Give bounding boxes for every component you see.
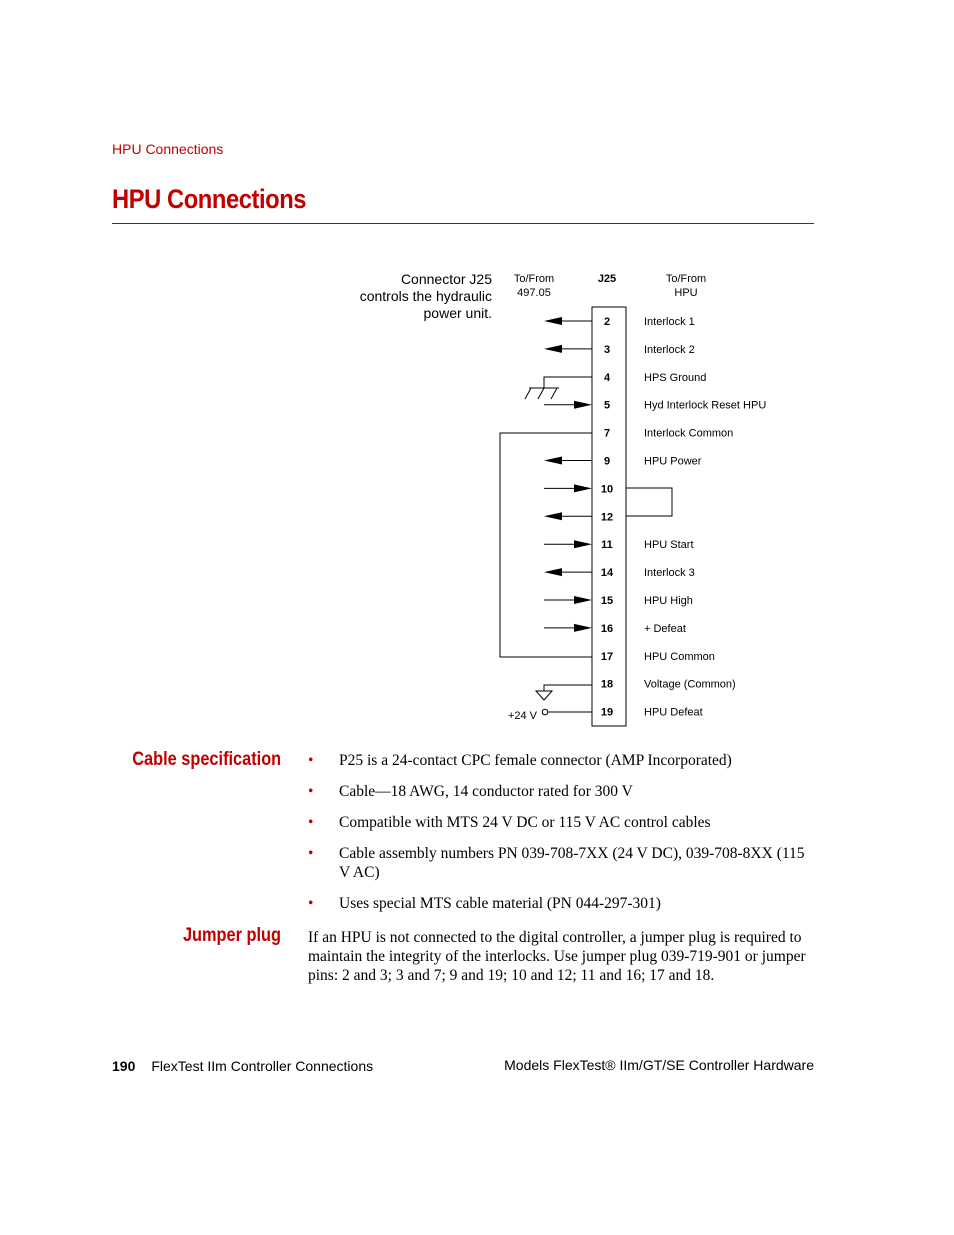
col-left-label-1: To/From: [513, 273, 555, 285]
pin-label: HPU Common: [644, 650, 715, 663]
figure-caption: Connector J25 controls the hydraulic power unit.: [359, 271, 492, 321]
arrow-left-icon: [544, 345, 562, 353]
pin-label: HPU Start: [644, 539, 694, 552]
pin-number: 4: [603, 371, 611, 384]
pin-number: 16: [600, 622, 614, 635]
page-number: 190: [112, 1058, 136, 1074]
terminal-icon: [542, 709, 548, 715]
pin-number: 17: [600, 650, 614, 663]
cable-spec-list: [308, 751, 818, 925]
list-item-text: Cable—18 AWG, 14 conductor rated for 300 V: [339, 783, 633, 800]
pin-number: 18: [600, 678, 614, 691]
col-center-label: J25: [597, 273, 617, 285]
list-item-text: Cable assembly numbers PN 039-708-7XX (24 V DC), 039-708-8XX (115 V AC): [339, 845, 805, 881]
page-title: HPU Connections: [112, 184, 307, 214]
list-item-text: Compatible with MTS 24 V DC or 115 V AC control cables: [339, 814, 711, 831]
pin-number: 5: [603, 399, 611, 412]
pin-label: HPS Ground: [644, 371, 707, 384]
list-item: [308, 894, 818, 913]
pin-label: + Defeat: [644, 622, 686, 635]
pin-label: HPU Power: [644, 455, 702, 468]
arrow-left-icon: [544, 457, 562, 465]
pin-label: Interlock 2: [644, 343, 695, 356]
list-item-text: Uses special MTS cable material (PN 044-297-301): [339, 895, 661, 912]
pin-number: 15: [600, 595, 614, 607]
pin-number: 2: [603, 316, 611, 328]
bullet-icon: •: [308, 783, 314, 800]
supply-terminal: [508, 709, 592, 722]
bullet-icon: •: [308, 845, 314, 862]
bullet-icon: •: [308, 895, 314, 912]
list-item: [308, 844, 818, 882]
footer-left-text: FlexTest IIm Controller Connections: [151, 1058, 374, 1074]
cable-spec-heading: Cable specification: [132, 749, 281, 770]
arrow-right-icon: [574, 540, 592, 548]
col-right-label-1: To/From: [665, 273, 707, 285]
pin-label: Interlock 1: [644, 316, 695, 328]
arrow-left-icon: [544, 568, 562, 576]
pin-number: 7: [603, 427, 611, 440]
pin-number: 9: [603, 455, 611, 468]
bullet-icon: •: [308, 752, 314, 769]
pin-label: HPU High: [644, 595, 693, 607]
pin-label: HPU Defeat: [644, 706, 703, 719]
pin-rows: [544, 316, 766, 719]
arrow-right-icon: [574, 401, 592, 409]
pin-number: 11: [601, 539, 613, 552]
list-item: [308, 751, 818, 770]
pin-label: Voltage (Common): [644, 678, 736, 691]
jumper-plug-heading: Jumper plug: [182, 925, 281, 946]
list-item-text: P25 is a 24-contact CPC female connector (AMP Incorporated): [339, 752, 732, 769]
pin-number: 3: [603, 343, 611, 356]
pin-label: Hyd Interlock Reset HPU: [644, 399, 767, 412]
pin10-pin12-loop: [626, 488, 672, 516]
jumper-plug-text: If an HPU is not connected to the digital controller, a jumper plug is required to maintain the integrity of the interlocks. Use jumper plug 039-719-901 or jumper pins: 2 and 3; 3 and 7; 9 and 19; 10 and 12; 11 and 16; 17 and 18.: [308, 929, 806, 984]
pin-number: 12: [600, 511, 614, 524]
signal-ground-icon: [536, 685, 592, 700]
arrow-right-icon: [574, 596, 592, 604]
pin-label: Interlock Common: [644, 427, 734, 440]
v24-label: +24 V: [507, 710, 537, 722]
col-left-label-2: 497.05: [517, 287, 551, 299]
col-right-label-2: HPU: [674, 287, 698, 299]
arrow-left-icon: [544, 512, 562, 520]
running-head: HPU Connections: [112, 141, 224, 157]
arrow-right-icon: [574, 624, 592, 632]
bullet-icon: •: [308, 814, 314, 831]
chassis-ground-icon: [525, 377, 592, 399]
footer-left: [112, 1058, 373, 1074]
pin-number: 10: [600, 483, 614, 496]
list-item: [308, 782, 818, 801]
arrow-right-icon: [574, 484, 592, 492]
pin-label: Interlock 3: [644, 567, 695, 580]
list-item: [308, 813, 818, 832]
footer-right: Models FlexTest® IIm/GT/SE Controller Hardware: [504, 1057, 814, 1073]
arrow-left-icon: [544, 317, 562, 325]
pin-number: 14: [600, 567, 614, 580]
pin-number: 19: [600, 706, 614, 719]
